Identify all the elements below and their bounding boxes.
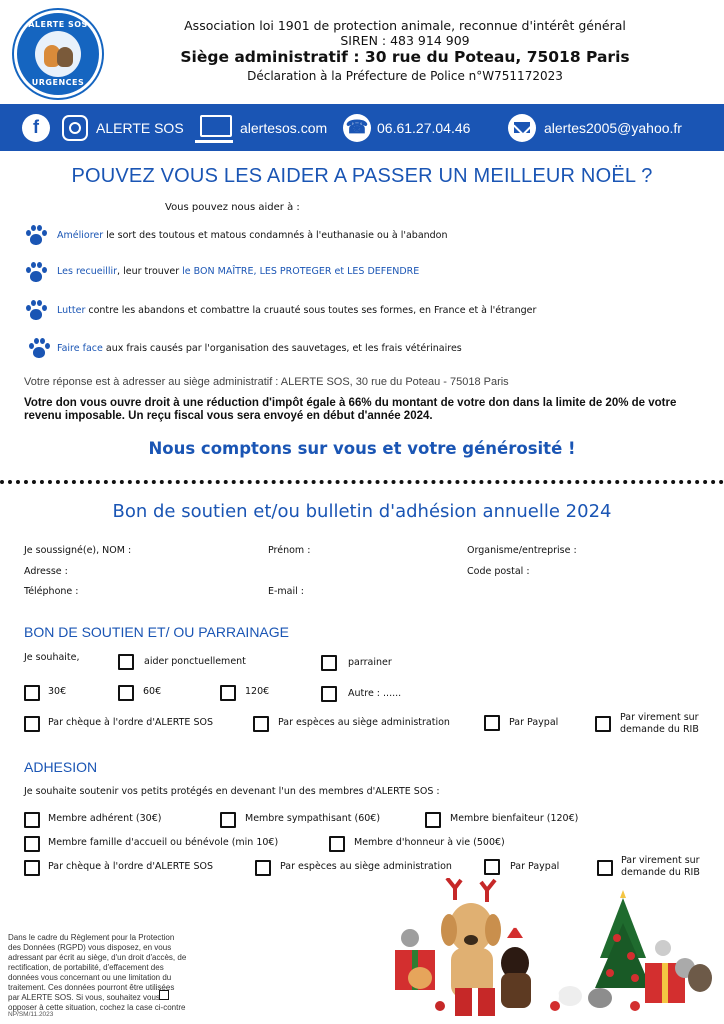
mail-icon: [508, 114, 536, 142]
label-30: 30€: [48, 686, 67, 697]
phone-link[interactable]: [343, 104, 470, 151]
phone-label: 06.61.27.04.46: [377, 119, 471, 136]
bullet-ameliorer: Améliorer le sort des toutous et matous condamnés à l'euthanasie ou à l'abandon: [57, 230, 448, 241]
facebook-link[interactable]: [22, 104, 56, 151]
checkbox-ponctuel[interactable]: [118, 654, 134, 670]
christmas-pets-illustration: [395, 878, 715, 1018]
facebook-icon: f: [22, 114, 50, 142]
label-ponctuel: aider ponctuellement: [144, 656, 246, 667]
checkbox-120[interactable]: [220, 685, 236, 701]
field-phone[interactable]: Téléphone :: [24, 586, 79, 597]
checkbox-member-pay-cash[interactable]: [255, 860, 271, 876]
membership-intro: Je souhaite soutenir vos petits protégés en devenant l'un des membres d'ALERTE SOS :: [24, 786, 440, 797]
checkbox-member-pay-transfer[interactable]: [597, 860, 613, 876]
gdpr-notice: Dans le cadre du Règlement pour la Protection des Données (RGPD) vous disposez, en vous adressant par écrit au siège, d'un droit d'accès, de rectification, de portabilité, d'effacement des données vous concernant ou une limitation du traitement. Ces données pourront être utilisées par ALERTE SOS. Si vous, souhaitez vous opposer à cette situation, cochez la case ci-contre: [8, 933, 187, 1012]
checkbox-member-bienfaiteur[interactable]: [425, 812, 441, 828]
appeal-intro: Vous pouvez nous aider à :: [165, 202, 300, 213]
label-member-pay-transfer-line2: demande du RIB: [621, 867, 700, 878]
checkbox-pay-cheque[interactable]: [24, 716, 40, 732]
paw-icon: [28, 338, 50, 360]
logo-top-text: ALERTE SOS: [28, 20, 88, 29]
field-name[interactable]: Je soussigné(e), NOM :: [24, 545, 132, 556]
field-firstname[interactable]: Prénom :: [268, 545, 311, 556]
document-reference: NP/SM/11.2023: [8, 1011, 54, 1018]
form-title: Bon de soutien et/ou bulletin d'adhésion annuelle 2024: [112, 501, 612, 522]
bullet-recueillir: Les recueillir, leur trouver le BON MAÎTRE, LES PROTEGER et LES DEFENDRE: [57, 266, 420, 277]
field-postal-code[interactable]: Code postal :: [467, 566, 530, 577]
bullet-lutter: Lutter contre les abandons et combattre la cruauté sous toutes ses formes, en France et à l'étranger: [57, 305, 537, 316]
checkbox-member-pay-cheque[interactable]: [24, 860, 40, 876]
support-wish-label: Je souhaite,: [24, 652, 80, 663]
label-member-pay-cash: Par espèces au siège administration: [280, 861, 452, 872]
gdpr-opt-out-checkbox[interactable]: [159, 990, 169, 1000]
website-link[interactable]: [200, 104, 327, 151]
checkbox-pay-cash[interactable]: [253, 716, 269, 732]
laptop-icon: [200, 115, 232, 137]
closing-message: Nous comptons sur vous et votre générosité !: [148, 439, 576, 458]
label-pay-transfer-line2: demande du RIB: [620, 724, 699, 735]
checkbox-member-adherent[interactable]: [24, 812, 40, 828]
checkbox-member-famille[interactable]: [24, 836, 40, 852]
checkbox-parrainer[interactable]: [321, 655, 337, 671]
header-association-line: Association loi 1901 de protection animale, reconnue d'intérêt général: [184, 18, 626, 33]
paw-icon: [25, 225, 47, 247]
label-member-pay-cheque: Par chèque à l'ordre d'ALERTE SOS: [48, 861, 213, 872]
logo-bottom-text: URGENCES: [31, 78, 85, 87]
header-address: Siège administratif : 30 rue du Poteau, 75018 Paris: [180, 48, 630, 66]
instagram-link[interactable]: [62, 104, 184, 151]
label-60: 60€: [143, 686, 162, 697]
website-label: alertesos.com: [240, 119, 328, 136]
label-pay-transfer-line1: Par virement sur: [620, 712, 699, 723]
checkbox-member-pay-paypal[interactable]: [484, 859, 500, 875]
label-120: 120€: [245, 686, 270, 697]
logo-pets-image: [35, 31, 81, 77]
paw-icon: [25, 262, 47, 284]
label-member-famille: Membre famille d'accueil ou bénévole (min 10€): [48, 837, 279, 848]
label-pay-cash: Par espèces au siège administration: [278, 717, 450, 728]
paw-icon: [25, 300, 47, 322]
association-logo: [14, 10, 102, 98]
contact-bar: [0, 104, 724, 151]
checkbox-member-honneur[interactable]: [329, 836, 345, 852]
instagram-icon: [62, 115, 88, 141]
support-heading: BON DE SOUTIEN ET/ OU PARRAINAGE: [24, 624, 290, 640]
checkbox-member-sympathisant[interactable]: [220, 812, 236, 828]
label-member-pay-transfer-line1: Par virement sur: [621, 855, 700, 866]
header-declaration: Déclaration à la Préfecture de Police n°W751172023: [247, 69, 563, 83]
checkbox-30[interactable]: [24, 685, 40, 701]
phone-icon: ☎: [343, 114, 371, 142]
label-member-bienfaiteur: Membre bienfaiteur (120€): [450, 813, 579, 824]
cut-line-divider: [0, 480, 724, 484]
label-member-adherent: Membre adhérent (30€): [48, 813, 162, 824]
email-link[interactable]: [508, 104, 682, 151]
checkbox-pay-paypal[interactable]: [484, 715, 500, 731]
email-label: alertes2005@yahoo.fr: [544, 119, 682, 136]
tax-reduction-note: Votre don vous ouvre droit à une réduction d'impôt égale à 66% du montant de votre don dans la limite de 20% de votre revenu imposable. Un reçu fiscal vous sera envoyé en début d'année 2024.: [24, 397, 677, 422]
appeal-title: POUVEZ VOUS LES AIDER A PASSER UN MEILLEUR NOËL ?: [71, 165, 653, 187]
label-member-honneur: Membre d'honneur à vie (500€): [354, 837, 505, 848]
label-other-amount: Autre : ......: [348, 688, 402, 699]
response-address-note: Votre réponse est à adresser au siège administratif : ALERTE SOS, 30 rue du Poteau - 75018 Paris: [24, 376, 509, 388]
label-parrainer: parrainer: [348, 657, 392, 668]
checkbox-pay-transfer[interactable]: [595, 716, 611, 732]
field-organisation[interactable]: Organisme/entreprise :: [467, 545, 577, 556]
label-member-sympathisant: Membre sympathisant (60€): [245, 813, 381, 824]
field-address[interactable]: Adresse :: [24, 566, 68, 577]
label-pay-paypal: Par Paypal: [509, 717, 559, 728]
instagram-label: ALERTE SOS: [96, 119, 184, 136]
membership-heading: ADHESION: [24, 759, 98, 775]
field-email[interactable]: E-mail :: [268, 586, 305, 597]
bullet-faire-face: Faire face aux frais causés par l'organisation des sauvetages, et les frais vétérinaires: [57, 343, 462, 354]
label-pay-cheque: Par chèque à l'ordre d'ALERTE SOS: [48, 717, 213, 728]
label-member-pay-paypal: Par Paypal: [510, 861, 560, 872]
checkbox-other-amount[interactable]: [321, 686, 337, 702]
checkbox-60[interactable]: [118, 685, 134, 701]
header-siren: SIREN : 483 914 909: [340, 33, 470, 48]
